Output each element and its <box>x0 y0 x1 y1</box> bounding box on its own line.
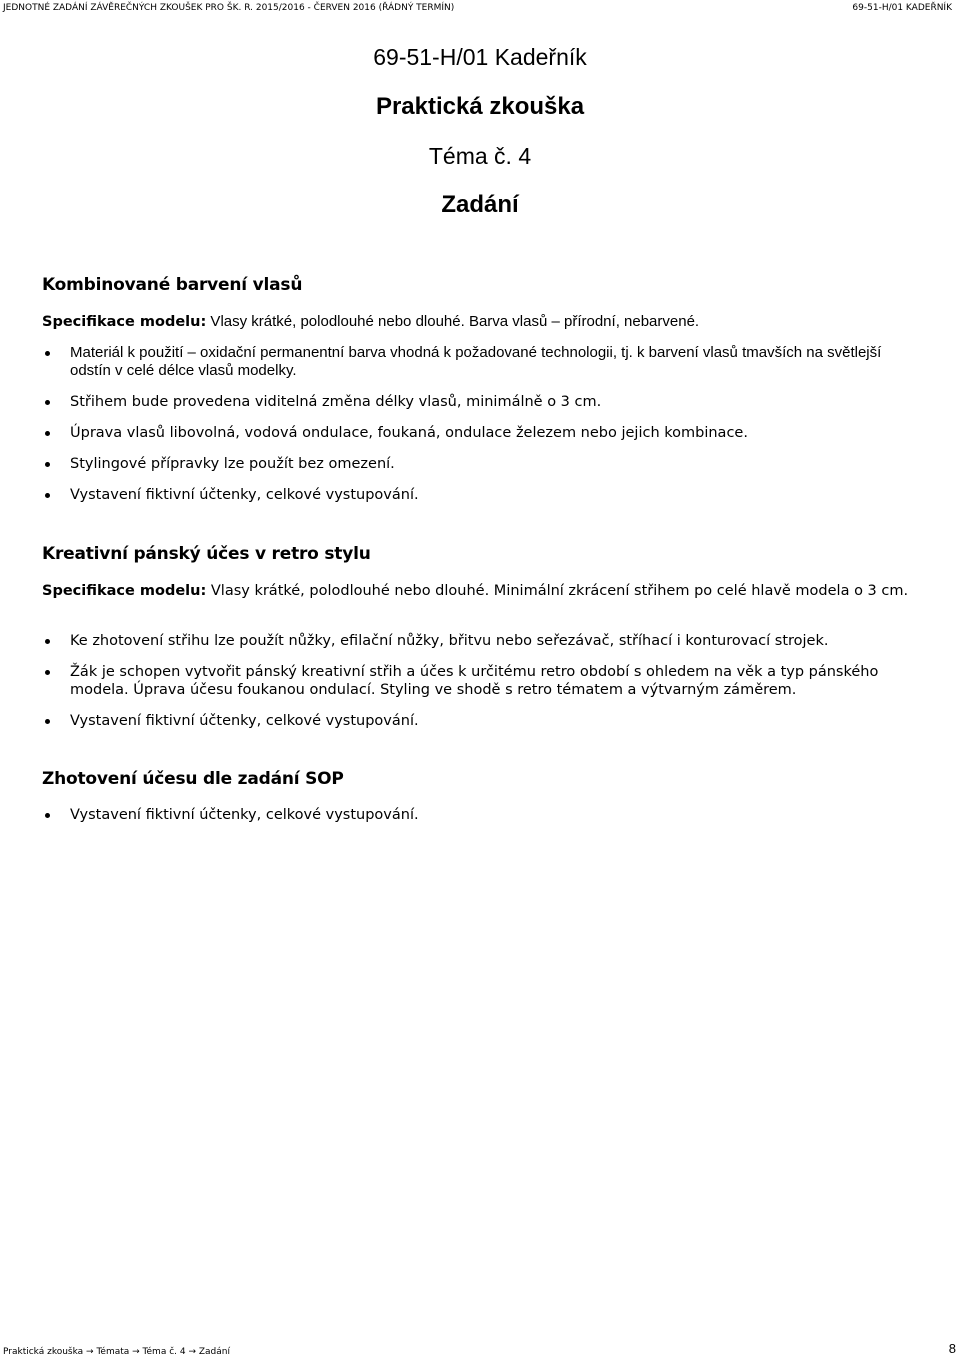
list-item: Ke zhotovení střihu lze použít nůžky, efilační nůžky, břitvu nebo seřezávač, stříhací i konturovací strojek. <box>42 632 922 650</box>
list-item: Úprava vlasů libovolná, vodová ondulace, foukaná, ondulace železem nebo jejich kombinace. <box>42 424 922 442</box>
model-specification <box>42 582 922 600</box>
list-item: Vystavení fiktivní účtenky, celkové vystupování. <box>42 806 922 824</box>
footer-breadcrumb: Praktická zkouška → Témata → Téma č. 4 → Zadání <box>3 1347 230 1357</box>
section-heading: Kombinované barvení vlasů <box>42 275 303 295</box>
list-item: Stylingové přípravky lze použít bez omezení. <box>42 455 922 473</box>
spec-label: Specifikace modelu: <box>42 583 207 599</box>
exam-title: Praktická zkouška <box>375 93 585 120</box>
spec-text: Vlasy krátké, polodlouhé nebo dlouhé. Minimální zkrácení střihem po celé hlavě modela o 3 cm. <box>206 583 909 599</box>
section-2-list <box>42 632 922 730</box>
assignment-title: Zadání <box>441 191 519 218</box>
section-1-list <box>42 344 922 504</box>
spec-label: Specifikace modelu: <box>42 314 207 330</box>
running-header-left: JEDNOTNÉ ZADÁNÍ ZÁVĚREČNÝCH ZKOUŠEK PRO ŠK. R. 2015/2016 - ČERVEN 2016 (ŘÁDNÝ TERMÍN) <box>3 3 455 13</box>
page-number: 8 <box>948 1341 956 1356</box>
list-item: Vystavení fiktivní účtenky, celkové vystupování. <box>42 486 922 504</box>
list-item: Vystavení fiktivní účtenky, celkové vystupování. <box>42 712 922 730</box>
model-specification <box>42 313 922 331</box>
topic-title: Téma č. 4 <box>428 143 532 169</box>
section-heading: Zhotovení účesu dle zadání SOP <box>42 769 344 789</box>
running-header-right: 69-51-H/01 KADEŘNÍK <box>852 3 952 13</box>
spec-text: Vlasy krátké, polodlouhé nebo dlouhé. Barva vlasů – přírodní, nebarvené. <box>206 313 700 330</box>
list-item: Žák je schopen vytvořit pánský kreativní střih a účes k určitému retro období s ohledem na věk a typ pánského modela. Úprava účesu foukanou ondulací. Styling ve shodě s retro tématem a výtvarným záměrem. <box>42 663 922 699</box>
program-code-title: 69-51-H/01 Kadeřník <box>373 44 587 70</box>
list-item: Střihem bude provedena viditelná změna délky vlasů, minimálně o 3 cm. <box>42 393 922 411</box>
section-3-list <box>42 806 922 824</box>
list-item: Materiál k použití – oxidační permanentní barva vhodná k požadované technologii, tj. k barvení vlasů tmavších na světlejší odstín v celé délce vlasů modelky. <box>42 344 922 380</box>
section-heading: Kreativní pánský účes v retro stylu <box>42 544 371 564</box>
